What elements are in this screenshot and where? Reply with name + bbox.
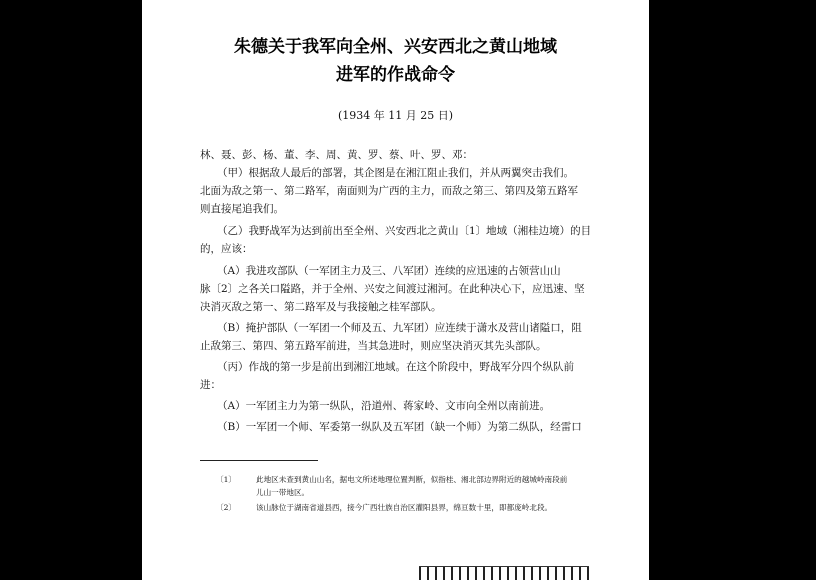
body-line: 脉〔2〕之各关口隘路，并于全州、兴安之间渡过湘河。在此种决心下，应迅速、坚 bbox=[200, 283, 585, 295]
document-title-line-2: 进军的作战命令 bbox=[336, 65, 455, 85]
footnote-divider bbox=[200, 460, 318, 461]
footnote-text: 该山脉位于湖南省道县西，接今广西壮族自治区灌阳县界，绵亘数十里，即都庞岭北段。 bbox=[256, 503, 553, 512]
document-title-line-1: 朱德关于我军向全州、兴安西北之黄山地域 bbox=[234, 37, 557, 57]
body-line: （B）一军团一个师、军委第一纵队及五军团（缺一个师）为第二纵队，经雷口 bbox=[217, 421, 582, 433]
body-line: 林、聂、彭、杨、董、李、周、黄、罗、蔡、叶、罗、邓： bbox=[200, 149, 473, 161]
footnote-mark: 〔1〕 bbox=[216, 475, 237, 484]
body-line: （乙）我野战军为达到前出至全州、兴安西北之黄山〔1〕地域（湘桂边境）的目 bbox=[217, 225, 592, 237]
body-line: 决消灭敌之第一、第二路军及与我接触之桂军部队。 bbox=[200, 301, 442, 313]
scan-edge-artifact bbox=[419, 566, 589, 580]
document-date: (1934 年 11 月 25 日) bbox=[337, 109, 454, 122]
body-line: 止敌第三、第四、第五路军前进，当其急进时，则应坚决消灭其先头部队。 bbox=[200, 340, 547, 352]
body-line: （B）掩护部队（一军团一个师及五、九军团）应连续于潇水及营山诸隘口，阻 bbox=[217, 322, 582, 334]
body-line: 则直接尾追我们。 bbox=[200, 203, 284, 215]
document-page bbox=[142, 0, 649, 580]
body-line: 的，应该： bbox=[200, 243, 253, 255]
footnote-text: 此地区未查到黄山山名，据电文所述地理位置判断，似指桂、湘北部边界附近的越城岭南段前 bbox=[256, 475, 568, 484]
body-line: （甲）根据敌人最后的部署，其企图是在湘江阻止我们，并从两翼突击我们。 bbox=[217, 167, 574, 179]
footnote-text: 儿山一带地区。 bbox=[256, 488, 310, 497]
body-line: （A）我进攻部队（一军团主力及三、八军团）连续的应迅速的占领营山山 bbox=[217, 265, 561, 277]
body-line: 北面为敌之第一、第二路军，南面则为广西的主力，而敌之第三、第四及第五路军 bbox=[200, 185, 578, 197]
body-line: 进： bbox=[200, 379, 221, 391]
body-line: （A）一军团主力为第一纵队，沿道州、蒋家岭、文市向全州以南前进。 bbox=[217, 400, 551, 412]
footnote-mark: 〔2〕 bbox=[216, 503, 237, 512]
body-line: （丙）作战的第一步是前出到湘江地域。在这个阶段中，野战军分四个纵队前 bbox=[217, 361, 574, 373]
